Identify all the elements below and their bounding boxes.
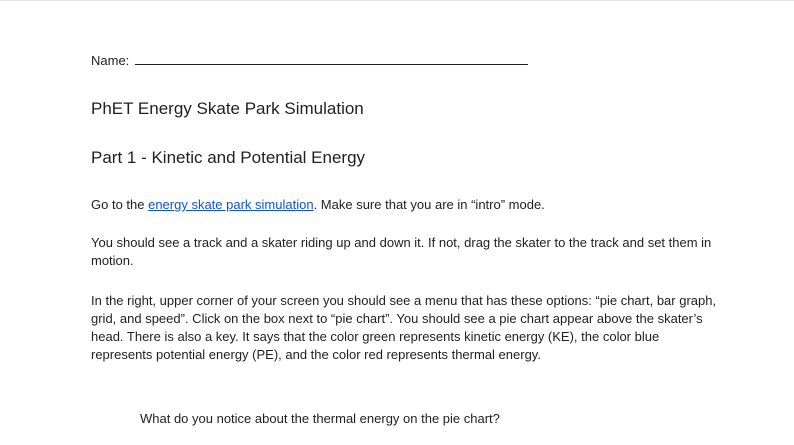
document-title: PhET Energy Skate Park Simulation [91, 99, 364, 118]
instruction-paragraph-1 [91, 196, 721, 214]
question-thermal-energy: What do you notice about the thermal energy on the pie chart? [140, 411, 500, 426]
name-blank-line[interactable] [135, 51, 528, 65]
paragraph-1-text-after: . Make sure that you are in “intro” mode. [313, 197, 545, 212]
page-top-border [0, 0, 794, 1]
simulation-link[interactable]: energy skate park simulation [148, 197, 314, 212]
name-field [91, 51, 528, 69]
section-heading: Part 1 - Kinetic and Potential Energy [91, 148, 366, 167]
name-label: Name: [91, 53, 130, 68]
instruction-paragraph-2: You should see a track and a skater riding up and down it. If not, drag the skater to the track and set them in motion. [91, 235, 712, 268]
instruction-paragraph-3: In the right, upper corner of your screen you should see a menu that has these options: “pie chart, bar graph, grid, and speed”. Click on the box next to “pie chart”. You should see a pie chart appear above the skater’s head. There is also a key. It says that the color green represents kinetic energy (KE), the color blue represents potential energy (PE), and the color red represents thermal energy. [91, 293, 717, 362]
paragraph-1-text-before: Go to the [91, 197, 149, 212]
